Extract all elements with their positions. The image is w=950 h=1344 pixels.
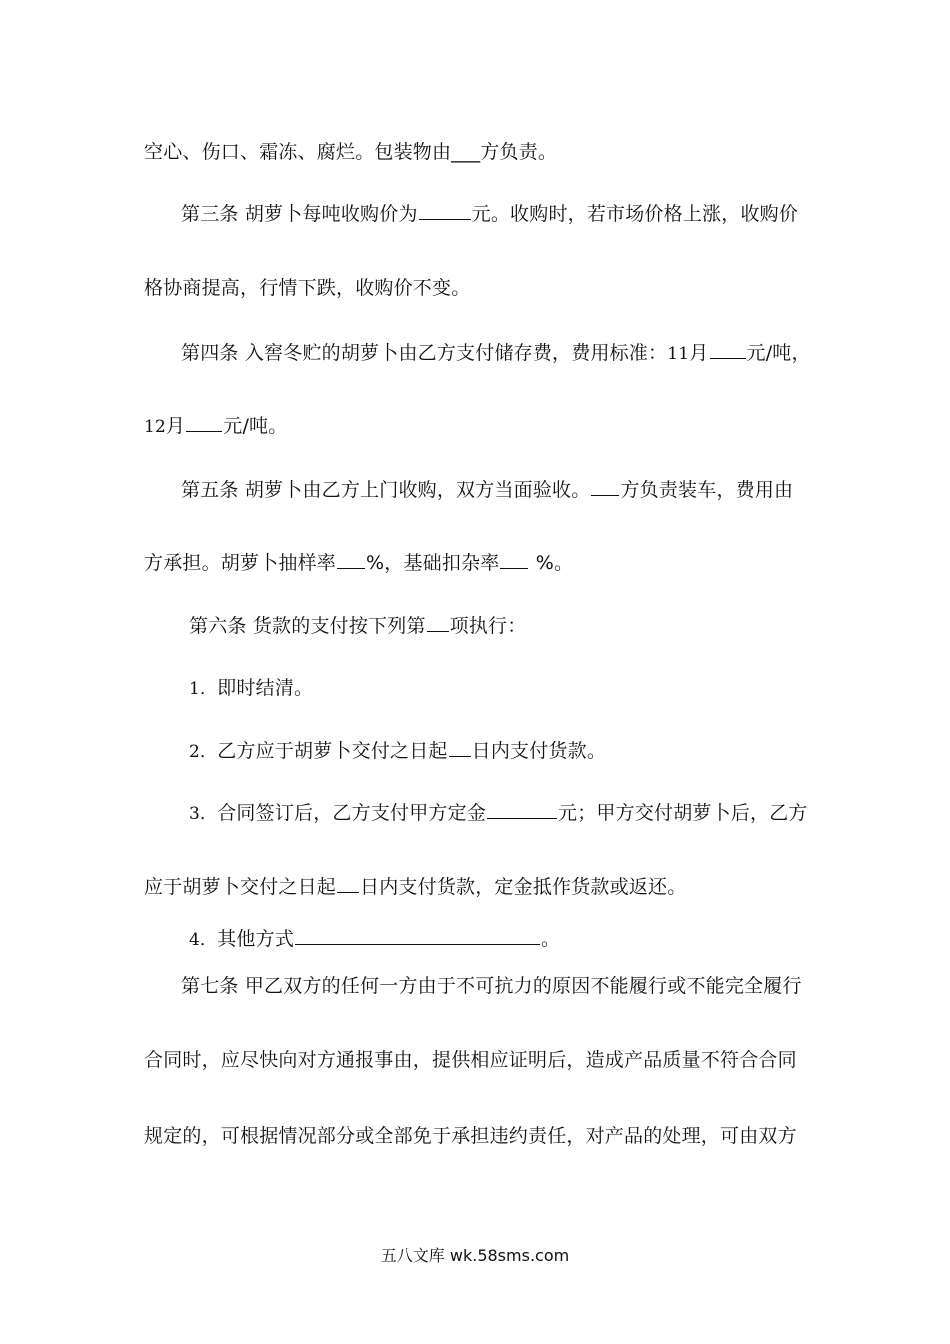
page-footer: 五八文库 wk.58sms.com <box>380 1246 570 1265</box>
article-3-line: 第三条 胡萝卜每吨收购价为 元。收购时，若市场价格上涨，收购价 <box>181 203 799 225</box>
paragraph-line: 方承担。胡萝卜抽样率 %，基础扣杂率 %。 <box>144 552 574 574</box>
fill-blank[interactable] <box>487 800 557 819</box>
article-5-line: 第五条 胡萝卜由乙方上门收购，双方当面验收。 方负责装车，费用由 <box>181 479 794 501</box>
list-item: 2．乙方应于胡萝卜交付之日起 日内支付货款。 <box>189 740 607 762</box>
fill-blank[interactable] <box>186 413 222 432</box>
article-4-line: 第四条 入窖冬贮的胡萝卜由乙方支付储存费，费用标准：11月 元/吨， <box>181 342 811 364</box>
list-item: 1．即时结清。 <box>189 677 314 699</box>
article-6-line: 第六条 货款的支付按下列第 项执行： <box>189 615 527 637</box>
article-7-line: 第七条 甲乙双方的任何一方由于不可抗力的原因不能履行或不能完全履行 <box>181 975 802 997</box>
paragraph-line: 规定的，可根据情况部分或全部免于承担违约责任，对产品的处理，可由双方 <box>144 1125 797 1147</box>
fill-blank[interactable] <box>419 201 471 220</box>
paragraph-line: 空心、伤口、霜冻、腐烂。包装物由___方负责。 <box>144 141 558 163</box>
fill-blank[interactable] <box>710 340 746 359</box>
fill-blank[interactable] <box>500 550 528 569</box>
fill-blank[interactable] <box>591 477 619 496</box>
paragraph-line: 格协商提高，行情下跌，收购价不变。 <box>144 277 471 299</box>
paragraph-line: 合同时，应尽快向对方通报事由，提供相应证明后，造成产品质量不符合合同 <box>144 1049 797 1071</box>
fill-blank[interactable] <box>449 738 471 757</box>
list-item: 4．其他方式 。 <box>189 928 561 950</box>
fill-blank[interactable] <box>337 874 359 893</box>
fill-blank[interactable] <box>295 926 540 945</box>
fill-blank[interactable] <box>427 613 449 632</box>
paragraph-line: 应于胡萝卜交付之日起 日内支付货款，定金抵作货款或返还。 <box>144 876 687 898</box>
fill-blank[interactable] <box>337 550 365 569</box>
list-item: 3．合同签订后，乙方支付甲方定金 元；甲方交付胡萝卜后，乙方 <box>189 802 808 824</box>
paragraph-line: 12月 元/吨。 <box>144 415 288 437</box>
